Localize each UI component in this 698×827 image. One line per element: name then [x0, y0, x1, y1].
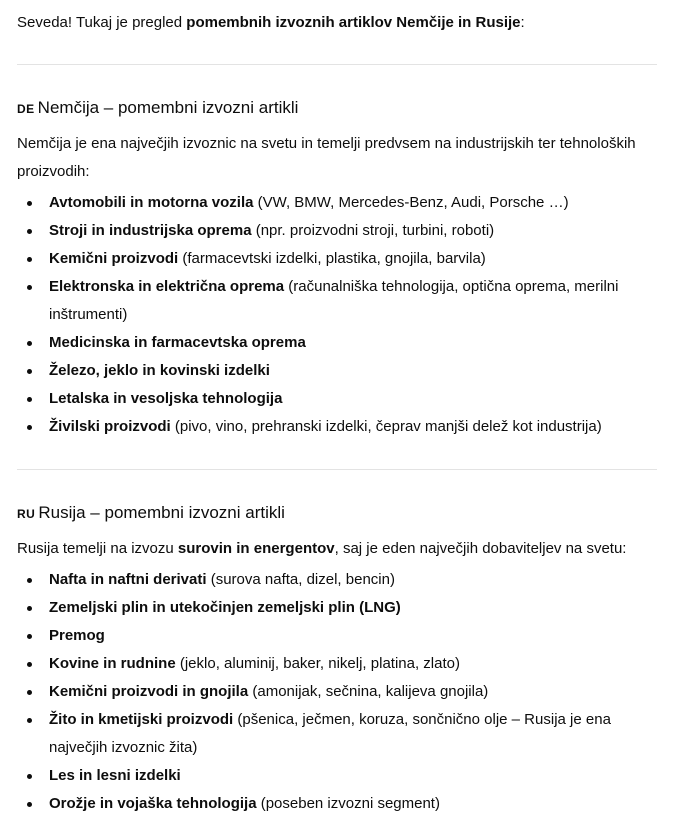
- list-item-detail: (računalniška tehnologija, optična oprema, merilni inštrumenti): [49, 278, 619, 323]
- intro-text: [17, 9, 525, 37]
- intro-bold: pomembnih izvoznih artiklov Nemčije in Rusije: [186, 14, 521, 31]
- intro-prefix: Seveda! Tukaj je pregled: [17, 14, 187, 31]
- list-item: [17, 594, 657, 622]
- list-item: [17, 189, 657, 217]
- list-item: [17, 217, 657, 245]
- list-item: [17, 329, 657, 357]
- list-item: [17, 678, 657, 706]
- list-item: [17, 622, 657, 650]
- divider: [17, 469, 657, 470]
- list-item-detail: (amonijak, sečnina, kalijeva gnojila): [248, 683, 489, 700]
- russia-title: Rusija – pomembni izvozni artikli: [38, 503, 285, 522]
- list-item-bold: Kemični proizvodi: [49, 250, 179, 267]
- list-item-bold: Medicinska in farmacevtska oprema: [49, 334, 306, 351]
- germany-title: Nemčija – pomembni izvozni artikli: [37, 98, 299, 117]
- germany-export-list: [17, 189, 657, 441]
- list-item: [17, 273, 657, 329]
- russia-heading: [17, 499, 285, 528]
- list-item-detail: (jeklo, aluminij, baker, nikelj, platina, zlato): [175, 655, 460, 672]
- list-item-bold: Živilski proizvodi: [49, 418, 171, 435]
- germany-heading: [17, 94, 298, 123]
- list-item: [17, 385, 657, 413]
- germany-lead: Nemčija je ena največjih izvoznic na svetu in temelji predvsem na industrijskih ter tehnoloških proizvodih:: [17, 135, 636, 180]
- list-item-bold: Premog: [49, 627, 105, 644]
- germany-flag-icon: DE: [17, 102, 35, 116]
- list-item-bold: Železo, jeklo in kovinski izdelki: [49, 362, 270, 379]
- list-item-bold: Letalska in vesoljska tehnologija: [49, 390, 283, 407]
- list-item-bold: Nafta in naftni derivati: [49, 571, 207, 588]
- list-item-detail: (poseben izvozni segment): [256, 795, 440, 812]
- list-item: [17, 762, 657, 790]
- intro-suffix: :: [520, 14, 525, 31]
- list-item-bold: Kemični proizvodi in gnojila: [49, 683, 249, 700]
- list-item: [17, 790, 657, 818]
- list-item-bold: Avtomobili in motorna vozila: [49, 194, 254, 211]
- list-item: [17, 413, 657, 441]
- list-item-bold: Kovine in rudnine: [49, 655, 176, 672]
- russia-lead-suffix: , saj je eden največjih dobaviteljev na svetu:: [334, 540, 627, 557]
- list-item-detail: (pivo, vino, prehranski izdelki, čeprav manjši delež kot industrija): [170, 418, 602, 435]
- list-item-bold: Zemeljski plin in utekočinjen zemeljski plin (LNG): [49, 599, 401, 616]
- russia-lead: [17, 535, 657, 563]
- russia-lead-prefix: Rusija temelji na izvozu: [17, 540, 178, 557]
- list-item: [17, 357, 657, 385]
- list-item: [17, 650, 657, 678]
- russia-flag-icon: RU: [17, 507, 36, 521]
- list-item: [17, 245, 657, 273]
- list-item-detail: (npr. proizvodni stroji, turbini, roboti): [251, 222, 495, 239]
- russia-export-list: [17, 566, 657, 818]
- divider: [17, 64, 657, 65]
- list-item-bold: Orožje in vojaška tehnologija: [49, 795, 257, 812]
- russia-lead-bold: surovin in energentov: [177, 540, 335, 557]
- list-item-bold: Elektronska in električna oprema: [49, 278, 285, 295]
- list-item: [17, 706, 657, 762]
- list-item: [17, 566, 657, 594]
- list-item-detail: (surova nafta, dizel, bencin): [206, 571, 395, 588]
- list-item-detail: (VW, BMW, Mercedes-Benz, Audi, Porsche …): [253, 194, 569, 211]
- list-item-detail: (farmacevtski izdelki, plastika, gnojila, barvila): [178, 250, 486, 267]
- list-item-bold: Les in lesni izdelki: [49, 767, 181, 784]
- list-item-bold: Žito in kmetijski proizvodi: [49, 711, 234, 728]
- list-item-bold: Stroji in industrijska oprema: [49, 222, 252, 239]
- list-item-detail: (pšenica, ječmen, koruza, sončnično olje – Rusija je ena največjih izvoznic žita): [49, 711, 611, 756]
